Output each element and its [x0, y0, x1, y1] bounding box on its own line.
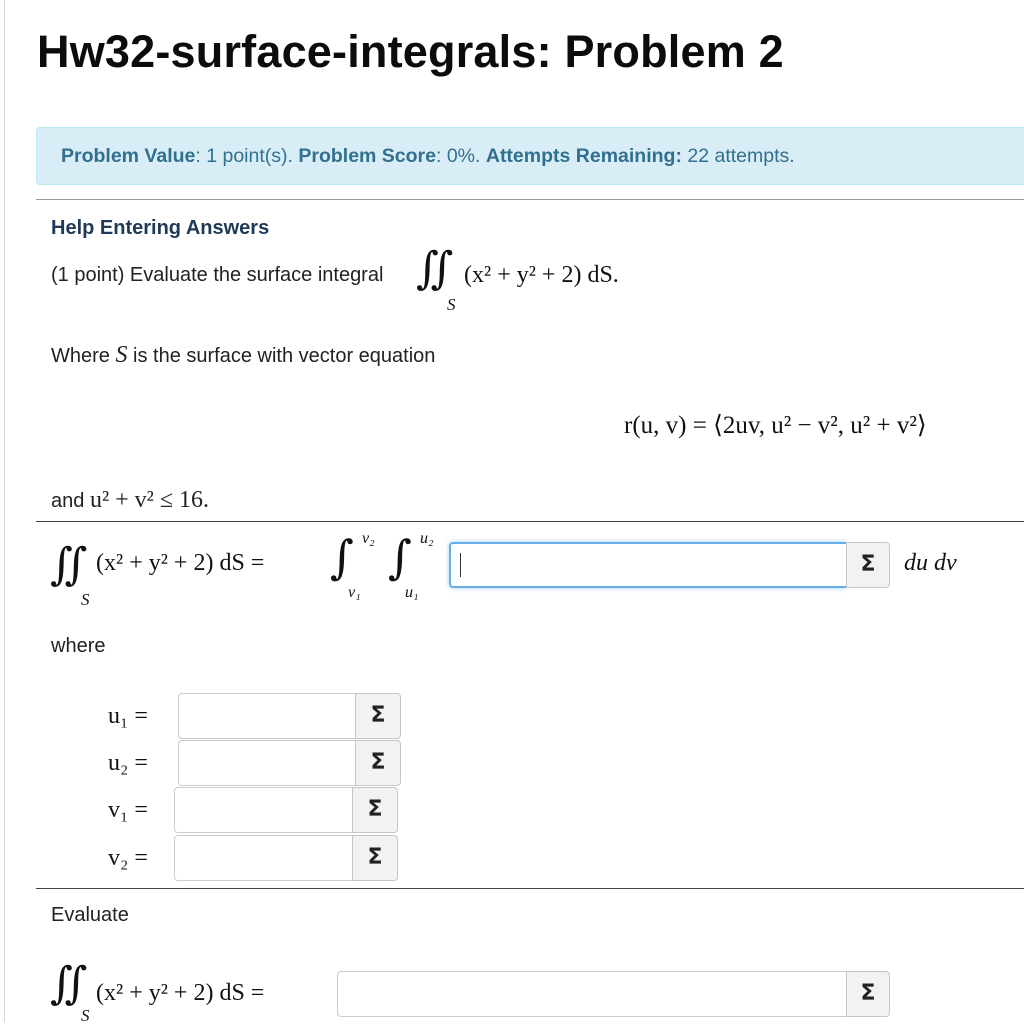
text-cursor: [460, 553, 461, 577]
outer-upper-limit: v₂: [362, 530, 375, 547]
iterated-surface-subscript: S: [81, 590, 90, 609]
sigma-icon[interactable]: Σ: [352, 835, 398, 881]
iterated-double-integral-sign: ∬: [50, 539, 88, 590]
surface-text-b: is the surface with vector equation: [127, 345, 436, 367]
constraint-line: [51, 487, 209, 514]
page-title: Hw32-surface-integrals: Problem 2: [37, 26, 784, 77]
constraint-math: u² + v² ≤ 16.: [89, 487, 210, 513]
u1-input[interactable]: [178, 693, 355, 739]
sigma-icon[interactable]: Σ: [846, 971, 890, 1017]
problem-value-text: : 1 point(s).: [195, 145, 299, 167]
sigma-icon[interactable]: Σ: [355, 693, 401, 739]
help-entering-answers-link[interactable]: Help Entering Answers: [51, 217, 270, 239]
intro-integrand: (x² + y² + 2) dS.: [464, 262, 619, 288]
outer-lower-limit: v₁: [348, 584, 361, 601]
section-divider-1: [36, 521, 1024, 522]
v2-label: v₂ =: [108, 845, 148, 871]
vector-equation: r(u, v) = ⟨2uv, u² − v², u² + v²⟩: [624, 412, 927, 439]
problem-score-text: : 0%.: [436, 145, 486, 167]
sigma-icon[interactable]: Σ: [846, 542, 890, 588]
problem-top-divider: [36, 199, 1024, 200]
where-text: where: [51, 635, 106, 657]
problem-value-label: Problem Value: [61, 145, 196, 167]
problem-score-label: Problem Score: [298, 145, 436, 167]
u2-label: u₂ =: [108, 750, 148, 776]
final-surface-subscript: S: [81, 1006, 90, 1025]
attempts-remaining-label: Attempts Remaining:: [485, 145, 682, 167]
evaluate-text: Evaluate: [51, 904, 129, 926]
surface-description: [51, 342, 435, 369]
u1-label: u₁ =: [108, 703, 148, 729]
u2-input[interactable]: [178, 740, 355, 786]
inner-lower-limit: u₁: [405, 584, 419, 601]
final-double-integral-sign: ∬: [50, 958, 88, 1009]
v1-label: v₁ =: [108, 797, 148, 823]
inner-integral-sign: ∫: [388, 530, 412, 584]
integrand-input[interactable]: [449, 542, 846, 588]
constraint-text: and: [51, 490, 90, 512]
problem-status-bar: [36, 127, 1024, 185]
section-divider-2: [36, 888, 1024, 889]
problem-intro-text: (1 point) Evaluate the surface integral: [51, 264, 384, 286]
surface-subscript: S: [447, 295, 456, 314]
surface-text-a: Where: [51, 345, 116, 367]
iterated-lhs: (x² + y² + 2) dS =: [96, 550, 265, 576]
attempts-remaining-text: 22 attempts.: [681, 145, 795, 167]
double-integral-sign: ∬: [416, 243, 454, 294]
final-lhs: (x² + y² + 2) dS =: [96, 980, 265, 1006]
page-left-border: [4, 0, 5, 1022]
sigma-icon[interactable]: Σ: [352, 787, 398, 833]
du-dv-text: du dv: [904, 550, 957, 576]
v2-input[interactable]: [174, 835, 352, 881]
du-dv-label: [904, 550, 957, 577]
sigma-icon[interactable]: Σ: [355, 740, 401, 786]
v1-input[interactable]: [174, 787, 352, 833]
final-answer-input[interactable]: [337, 971, 846, 1017]
outer-integral-sign: ∫: [330, 530, 354, 584]
surface-variable: S: [115, 342, 128, 368]
inner-upper-limit: u₂: [420, 530, 434, 547]
